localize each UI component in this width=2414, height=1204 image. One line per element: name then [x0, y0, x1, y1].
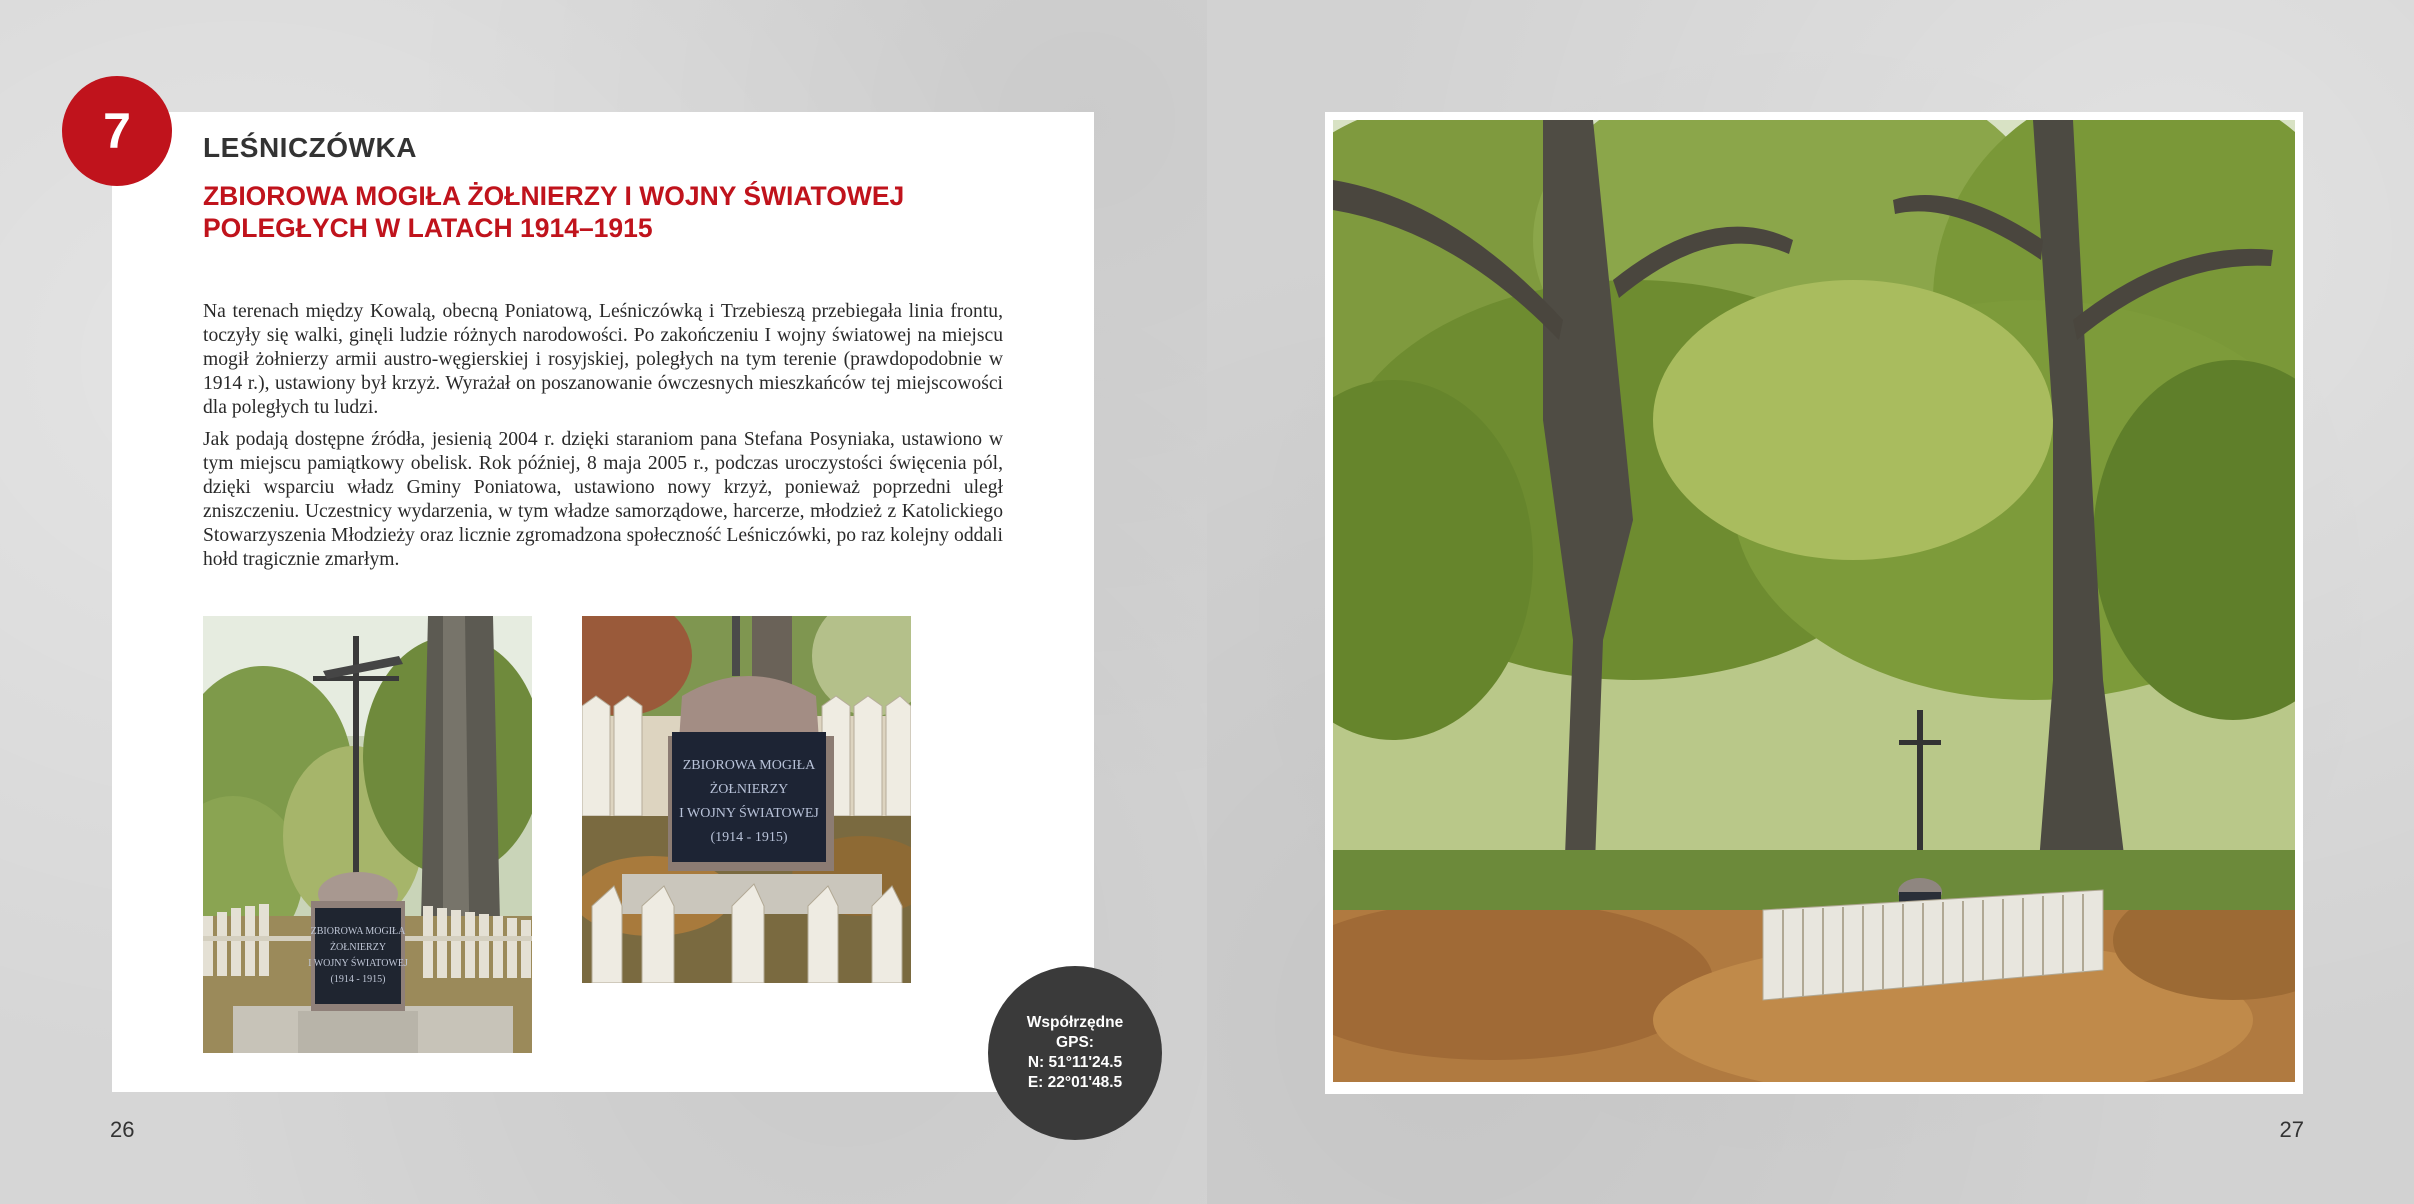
- gps-label-line-1: Współrzędne: [1026, 1014, 1124, 1031]
- inscription-b-line-3: I WOJNY ŚWIATOWEJ: [679, 806, 819, 821]
- inscription-a-line-2: ŻOŁNIERZY: [329, 942, 387, 953]
- inscription-a-line-1: ZBIOROWA MOGIŁA: [310, 926, 406, 937]
- section-title: [203, 180, 1003, 244]
- right-page: [1207, 0, 2414, 1204]
- main-photo-frame: [1325, 112, 2303, 1094]
- photo-obelisk-closeup: [582, 616, 911, 983]
- chapter-number-badge: 7: [62, 76, 172, 186]
- gps-north: N: 51°11'24.5: [1027, 1054, 1123, 1071]
- gps-east: E: 22°01'48.5: [1027, 1074, 1123, 1091]
- photo-cross-and-obelisk: [203, 616, 532, 1053]
- inscription-b-line-1: ZBIOROWA MOGIŁA: [682, 758, 816, 773]
- section-title-line-1: ZBIOROWA MOGIŁA ŻOŁNIERZY I WOJNY ŚWIATOWEJ: [203, 181, 905, 211]
- section-title-line-2: POLEGŁYCH W LATACH 1914–1915: [203, 213, 653, 243]
- body-text: [203, 300, 1003, 580]
- inscription-b-line-2: ŻOŁNIERZY: [709, 782, 789, 797]
- main-photo-lime-trees-grave: [1333, 120, 2295, 1082]
- inscription-a-line-3: I WOJNY ŚWIATOWEJ: [308, 958, 408, 969]
- gps-label-line-2: GPS:: [1056, 1034, 1094, 1051]
- page-number-right: 27: [2279, 1117, 2304, 1142]
- inscription-a-line-4: (1914 - 1915): [330, 974, 386, 985]
- page-number-left: 26: [110, 1117, 135, 1142]
- inscription-b-line-4: (1914 - 1915): [710, 830, 788, 845]
- paragraph-2: Jak podają dostępne źródła, jesienią 2004 r. dzięki staraniom pana Stefana Posyniaka, ustawiono w tym miejscu pamiątkowy obelisk. Rok później, 8 maja 2005 r., podczas uroczystości święcenia pól, dzięki wsparciu władz Gminy Poniatowa, ustawiono nowy krzyż, ponieważ poprzedni uległ zniszczeniu. Uczestnicy wydarzenia, w tym władze samorządowe, harcerze, młodzież z Katolickiego Stowarzyszenia Młodzieży oraz licznie zgromadzona społeczność Leśniczówki, po raz kolejny oddali hołd tragicznie zmarłym.: [203, 429, 1003, 570]
- place-name: LEŚNICZÓWKA: [203, 132, 417, 163]
- gps-coordinates-badge: [988, 966, 1162, 1140]
- paragraph-1: Na terenach między Kowalą, obecną Poniatową, Leśniczówką i Trzebieszą przebiegała linia frontu, toczyły się walki, ginęli ludzie różnych narodowości. Po zakończeniu I wojny światowej na miejscu mogił żołnierzy armii austro-węgierskiej i rosyjskiej, poległych na tym terenie (prawdopodobnie w 1914 r.), ustawiony był krzyż. Wyrażał on poszanowanie ówczesnych mieszkańców tej miejscowości dla poległych tu ludzi.: [203, 301, 1003, 418]
